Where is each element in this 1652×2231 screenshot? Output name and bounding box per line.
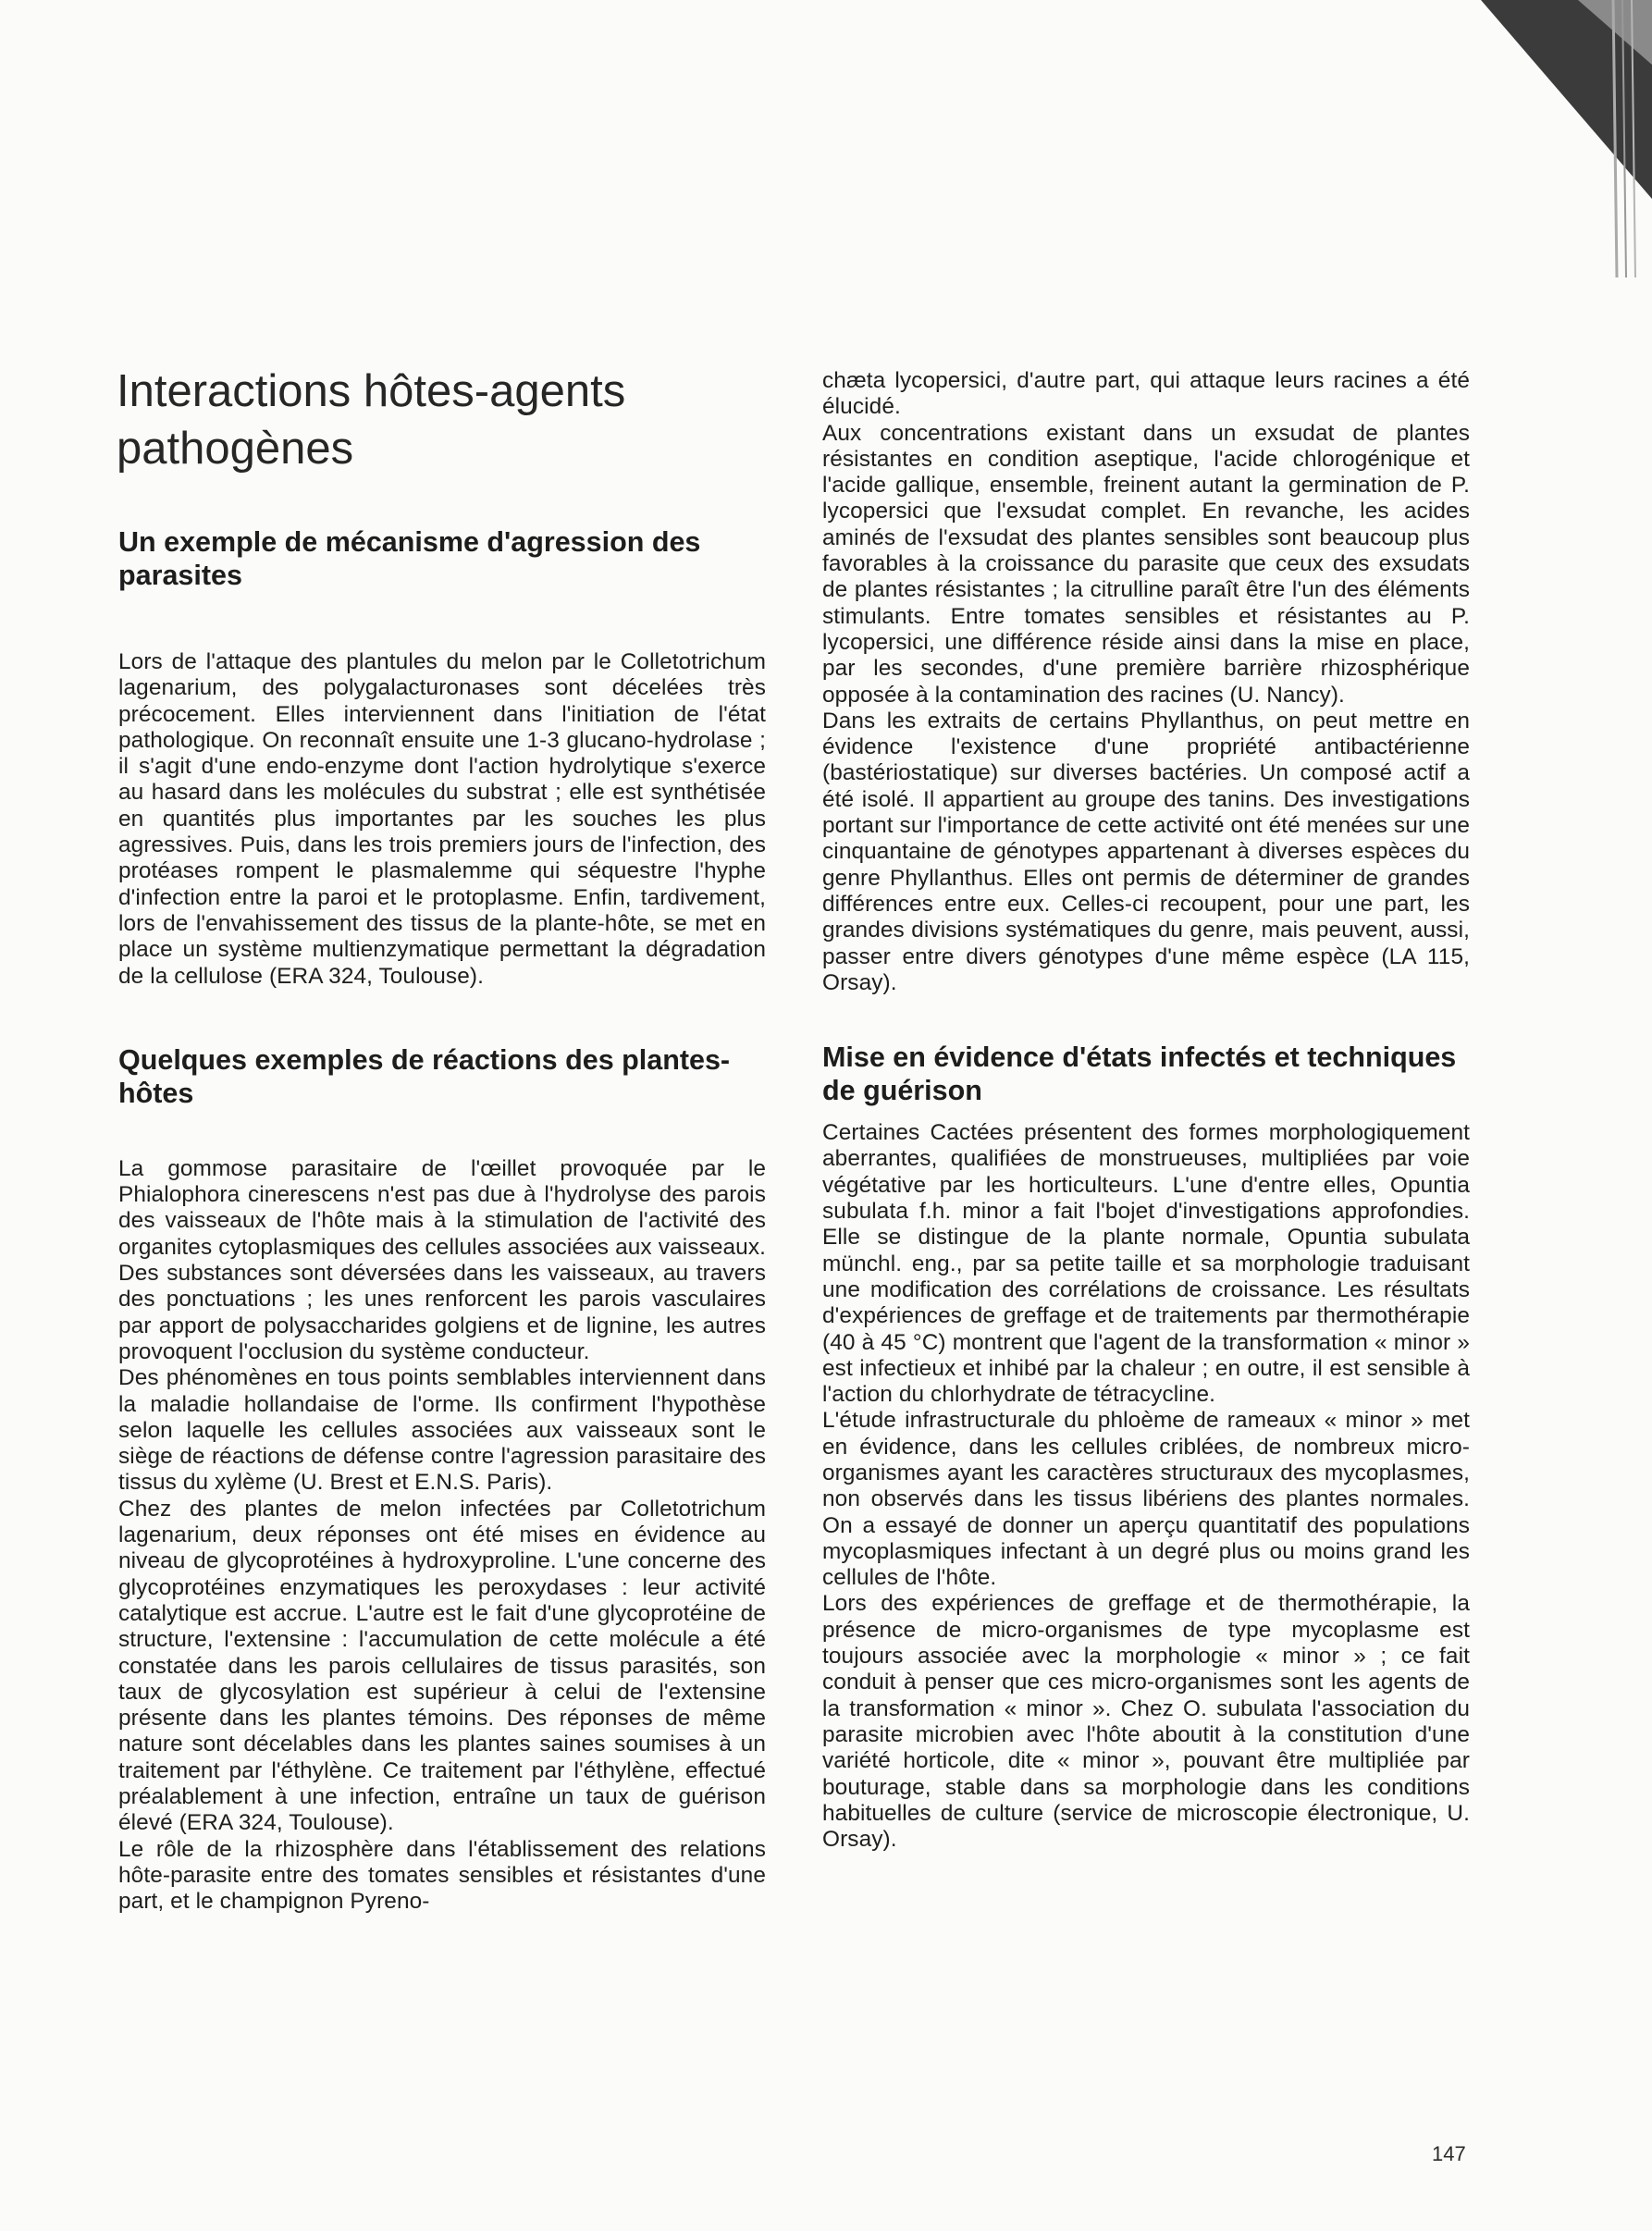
folded-page-corner xyxy=(1375,0,1652,277)
paragraph: Chez des plantes de melon infectées par Colletotrichum lagenarium, deux réponses ont été mises en évidence au niveau de glycoprotéines à hydroxyproline. L'une concerne des glycoprotéines enzymatiques les peroxydases : leur activité catalytique est accrue. L'autre est le fait d'une glycoprotéine de structure, l'extensine : l'accumulation de cette molécule a été constatée dans les parois cellulaires de tissus parasités, son taux de glycosylation est supérieur à celui de l'extensine présente dans les plantes témoins. Des réponses de même nature sont décelables dans les plantes saines soumises à un traitement par l'éthylène. Ce traitement par l'éthylène, effectué préalablement à une infection, entraîne un taux de guérison élevé (ERA 324, Toulouse). xyxy=(118,1496,766,1836)
page-title: Interactions hôtes-agents pathogènes xyxy=(117,366,626,474)
paragraph: Lors des expériences de greffage et de thermothérapie, la présence de micro-organismes de type mycoplasme est toujours associée avec la morphologie « minor » ; ce fait conduit à penser que ces micro-organismes sont les agents de la transformation « minor ». Chez O. subulata l'association du parasite microbien avec l'hôte aboutit à la constitution d'une variété horticole, dite « minor », pouvant être multipliée par bouturage, stable dans sa morphologie dans les conditions habituelles de culture (service de microscopie électronique, U. Orsay). xyxy=(822,1591,1470,1853)
right-column xyxy=(822,368,1470,1853)
section-heading-reactions: Quelques exemples de réactions des plantes-hôtes xyxy=(118,1043,731,1109)
page-number: 147 xyxy=(1432,2142,1466,2165)
paragraph: Dans les extraits de certains Phyllanthus, on peut mettre en évidence l'existence d'une propriété antibactérienne (bastériostatique) sur diverses bactéries. Un composé actif a été isolé. Il appartient au groupe des tanins. Des investigations portant sur l'importance de cette activité ont été menées sur une cinquantaine de génotypes appartenant à diverses espèces du genre Phyllanthus. Elles ont permis de déterminer de grandes différences entre eux. Celles-ci recoupent, pour une part, les grandes divisions systématiques du genre, mais peuvent, aussi, passer entre divers génotypes d'une même espèce (LA 115, Orsay). xyxy=(822,708,1470,995)
paragraph: Certaines Cactées présentent des formes morphologiquement aberrantes, qualifiées de monstrueuses, multipliées par voie végétative par les horticulteurs. L'une d'entre elles, Opuntia subulata f.h. minor a fait l'bojet d'investigations approfondies. Elle se distingue de la plante normale, Opuntia subulata münchl. eng., par sa petite taille et sa morphologie traduisant une modification des corrélations de croissance. Les résultats d'expériences de greffage et de traitements par thermothérapie (40 à 45 °C) montrent que l'agent de la transformation « minor » est infectieux et inhibé par la chaleur ; en outre, il est sensible à l'action du chlorhydrate de tétracycline. xyxy=(822,1120,1470,1408)
paragraph: Le rôle de la rhizosphère dans l'établissement des relations hôte-parasite entre des tomates sensibles et résistantes d'une part, et le champignon Pyreno- xyxy=(118,1836,766,1915)
paragraph: Lors de l'attaque des plantules du melon par le Colletotrichum lagenarium, des polygalacturonases sont décelées très précocement. Elles interviennent dans l'initiation de l'état pathologique. On reconnaît ensuite une 1-3 glucano-hydrolase ; il s'agit d'une endo-enzyme dont l'action hydrolytique s'exerce au hasard dans les molécules du substrat ; elle est synthétisée en quantités plus importantes par les souches les plus agressives. Puis, dans les trois premiers jours de l'infection, des protéases rompent le plasmalemme qui séquestre l'hyphe d'infection entre la paroi et le protoplasme. Enfin, tardivement, lors de l'envahissement des tissus de la plante-hôte, se met en place un système multienzymatique permettant la dégradation de la cellulose (ERA 324, Toulouse). xyxy=(118,649,766,989)
section-heading-agression: Un exemple de mécanisme d'agression des parasites xyxy=(118,526,701,591)
left-column xyxy=(118,525,766,1915)
paragraph: La gommose parasitaire de l'œillet provoquée par le Phialophora cinerescens n'est pas due à l'hydrolyse des parois des vaisseaux de l'hôte mais à la stimulation de l'activité des organites cytoplasmiques des cellules associées aux vaisseaux. Des substances sont déversées dans les vaisseaux, au travers des ponctuations ; les unes renforcent les parois vasculaires par apport de polysaccharides golgiens et de lignine, les autres provoquent l'occlusion du système conducteur. xyxy=(118,1155,766,1364)
section-heading-infected-states: Mise en évidence d'états infectés et techniques de guérison xyxy=(822,1042,1457,1107)
paragraph: L'étude infrastructurale du phloème de rameaux « minor » met en évidence, dans les cellules criblées, de nombreux micro-organismes ayant les caractères structuraux des mycoplasmes, non observés dans les tissus libériens des plantes normales. On a essayé de donner un aperçu quantitatif des populations mycoplasmiques infectant à un degré plus ou moins grand les cellules de l'hôte. xyxy=(822,1408,1470,1591)
paragraph: Des phénomènes en tous points semblables interviennent dans la maladie hollandaise de l'orme. Ils confirment l'hypothèse selon laquelle les cellules associées aux vaisseaux sont le siège de réactions de défense contre l'agression parasitaire des tissus du xylème (U. Brest et E.N.S. Paris). xyxy=(118,1365,766,1496)
paragraph: Aux concentrations existant dans un exsudat de plantes résistantes en condition aseptique, l'acide chlorogénique et l'acide gallique, ensemble, freinent autant la germination de P. lycopersici que l'exsudat complet. En revanche, les acides aminés de l'exsudat des plantes sensibles sont beaucoup plus favorables à la croissance du parasite que ceux des exsudats de plantes résistantes ; la citrulline paraît être l'un des éléments stimulants. Entre tomates sensibles et résistantes au P. lycopersici, une différence réside ainsi dans la mise en place, par les secondes, d'une première barrière rhizosphérique opposée à la contamination des racines (U. Nancy). xyxy=(822,420,1470,708)
paragraph: chæta lycopersici, d'autre part, qui attaque leurs racines a été élucidé. xyxy=(822,368,1470,420)
